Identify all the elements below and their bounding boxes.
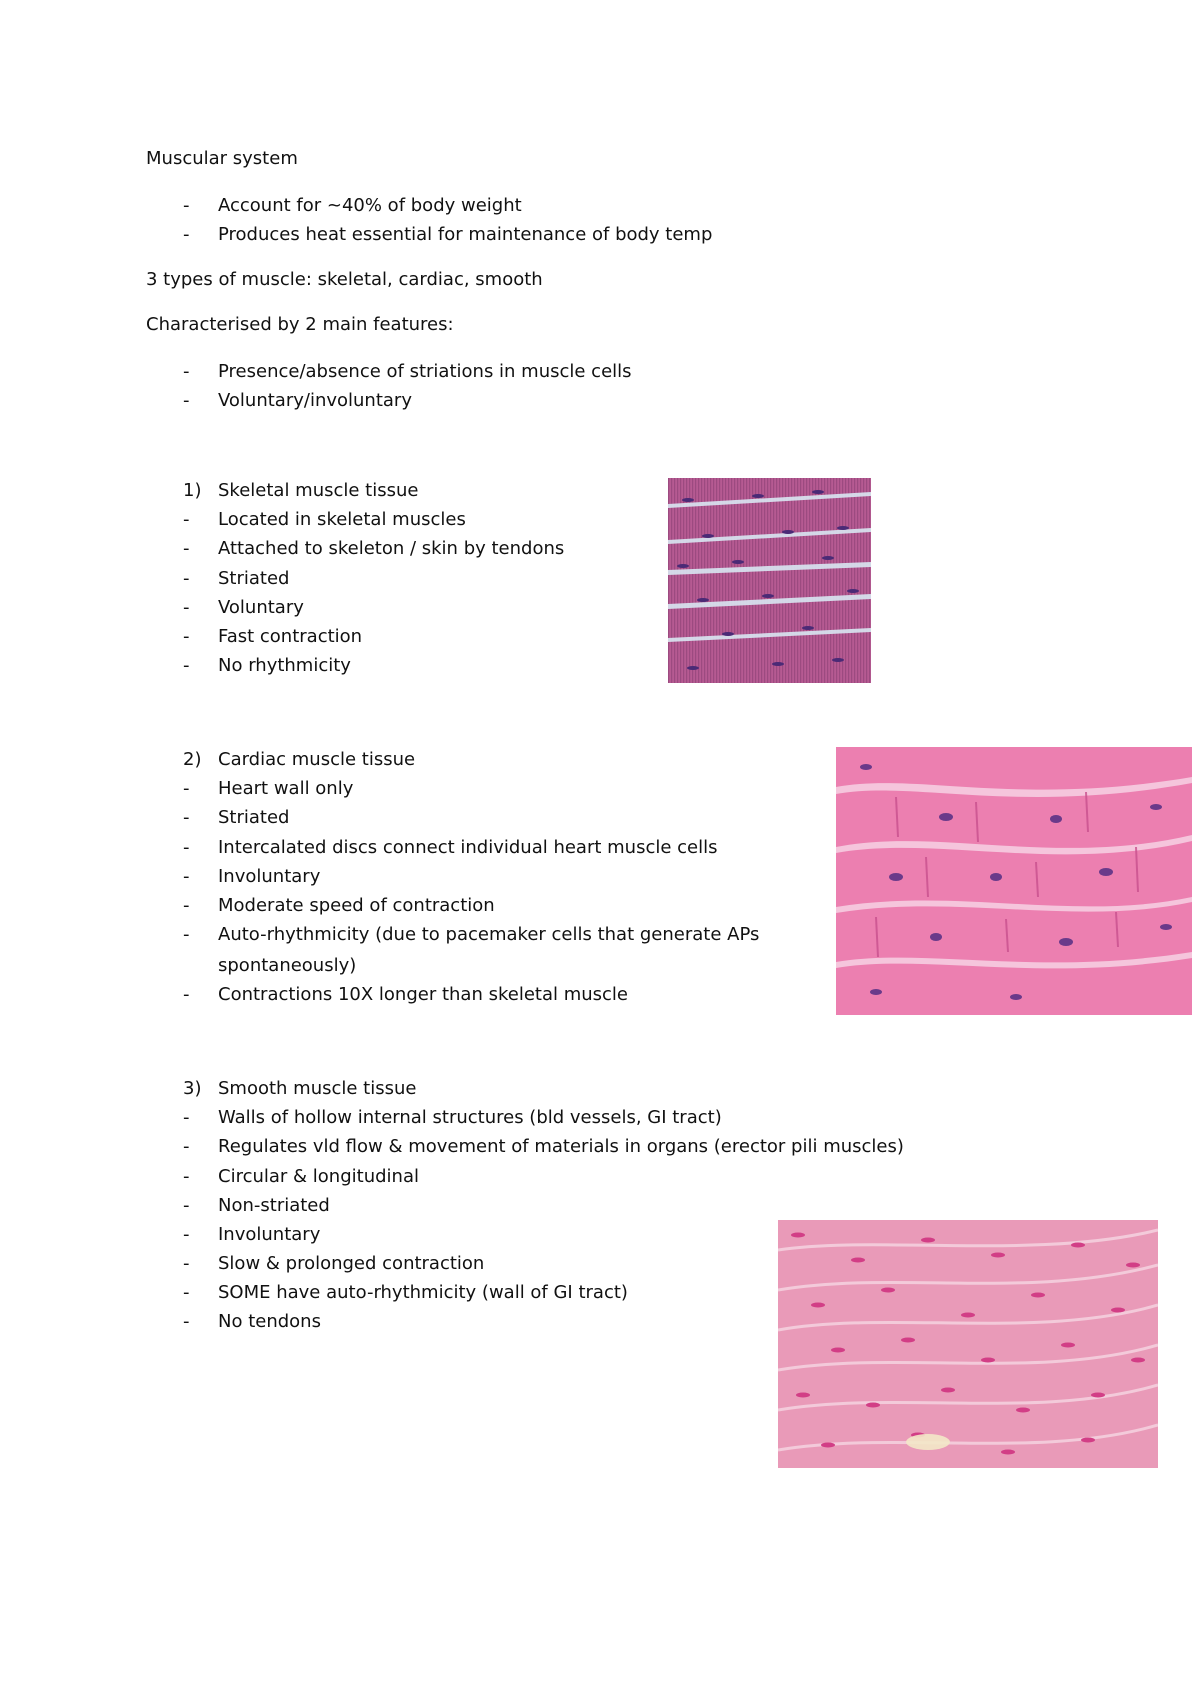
section-bullet: Striated [218, 807, 290, 828]
section-bullet: No tendons [218, 1311, 321, 1332]
section-heading: Smooth muscle tissue [218, 1078, 417, 1099]
intro-bullet: Account for ~40% of body weight [218, 195, 522, 216]
feature-bullet: Presence/absence of striations in muscle cells [218, 361, 632, 382]
section-bullet: Non-striated [218, 1195, 330, 1216]
bullet-dash: - [183, 837, 190, 858]
section-bullet: Heart wall only [218, 778, 354, 799]
section-bullet: Moderate speed of contraction [218, 895, 495, 916]
bullet-dash: - [183, 597, 190, 618]
bullet-dash: - [183, 626, 190, 647]
cardiac-muscle-image [836, 747, 1192, 1015]
section-bullet: Regulates vld flow & movement of materials in organs (erector pili muscles) [218, 1136, 904, 1157]
skeletal-muscle-micrograph [668, 478, 871, 683]
bullet-dash: - [183, 778, 190, 799]
section-number: 2) [183, 749, 202, 770]
section-number: 3) [183, 1078, 202, 1099]
section-bullet-continuation: spontaneously) [218, 955, 357, 976]
bullet-dash: - [183, 984, 190, 1005]
section-bullet: No rhythmicity [218, 655, 351, 676]
cardiac-muscle-micrograph [836, 747, 1192, 1015]
smooth-muscle-micrograph [778, 1220, 1158, 1468]
bullet-dash: - [183, 224, 190, 245]
section-number: 1) [183, 480, 202, 501]
bullet-dash: - [183, 866, 190, 887]
features-heading: Characterised by 2 main features: [146, 314, 454, 335]
bullet-dash: - [183, 924, 190, 945]
page-title: Muscular system [146, 148, 298, 169]
bullet-dash: - [183, 1311, 190, 1332]
bullet-dash: - [183, 1253, 190, 1274]
bullet-dash: - [183, 361, 190, 382]
intro-bullet: Produces heat essential for maintenance of body temp [218, 224, 713, 245]
bullet-dash: - [183, 1136, 190, 1157]
bullet-dash: - [183, 1224, 190, 1245]
types-line: 3 types of muscle: skeletal, cardiac, smooth [146, 269, 543, 290]
section-heading: Cardiac muscle tissue [218, 749, 416, 770]
smooth-muscle-image [778, 1220, 1158, 1468]
bullet-dash: - [183, 568, 190, 589]
section-bullet: Slow & prolonged contraction [218, 1253, 485, 1274]
bullet-dash: - [183, 509, 190, 530]
bullet-dash: - [183, 807, 190, 828]
feature-bullet: Voluntary/involuntary [218, 390, 412, 411]
section-bullet: Voluntary [218, 597, 304, 618]
section-bullet: Contractions 10X longer than skeletal muscle [218, 984, 628, 1005]
bullet-dash: - [183, 655, 190, 676]
section-bullet: Involuntary [218, 1224, 321, 1245]
section-bullet: Intercalated discs connect individual heart muscle cells [218, 837, 718, 858]
bullet-dash: - [183, 1166, 190, 1187]
bullet-dash: - [183, 195, 190, 216]
skeletal-muscle-image [668, 478, 871, 683]
section-bullet: Attached to skeleton / skin by tendons [218, 538, 565, 559]
bullet-dash: - [183, 1107, 190, 1128]
section-heading: Skeletal muscle tissue [218, 480, 419, 501]
section-bullet: Striated [218, 568, 290, 589]
section-bullet: SOME have auto-rhythmicity (wall of GI tract) [218, 1282, 628, 1303]
section-bullet: Located in skeletal muscles [218, 509, 466, 530]
section-bullet: Circular & longitudinal [218, 1166, 419, 1187]
bullet-dash: - [183, 390, 190, 411]
section-bullet: Auto-rhythmicity (due to pacemaker cells that generate APs [218, 924, 760, 945]
section-bullet: Fast contraction [218, 626, 363, 647]
section-bullet: Involuntary [218, 866, 321, 887]
bullet-dash: - [183, 538, 190, 559]
bullet-dash: - [183, 1195, 190, 1216]
section-bullet: Walls of hollow internal structures (bld vessels, GI tract) [218, 1107, 722, 1128]
bullet-dash: - [183, 1282, 190, 1303]
bullet-dash: - [183, 895, 190, 916]
